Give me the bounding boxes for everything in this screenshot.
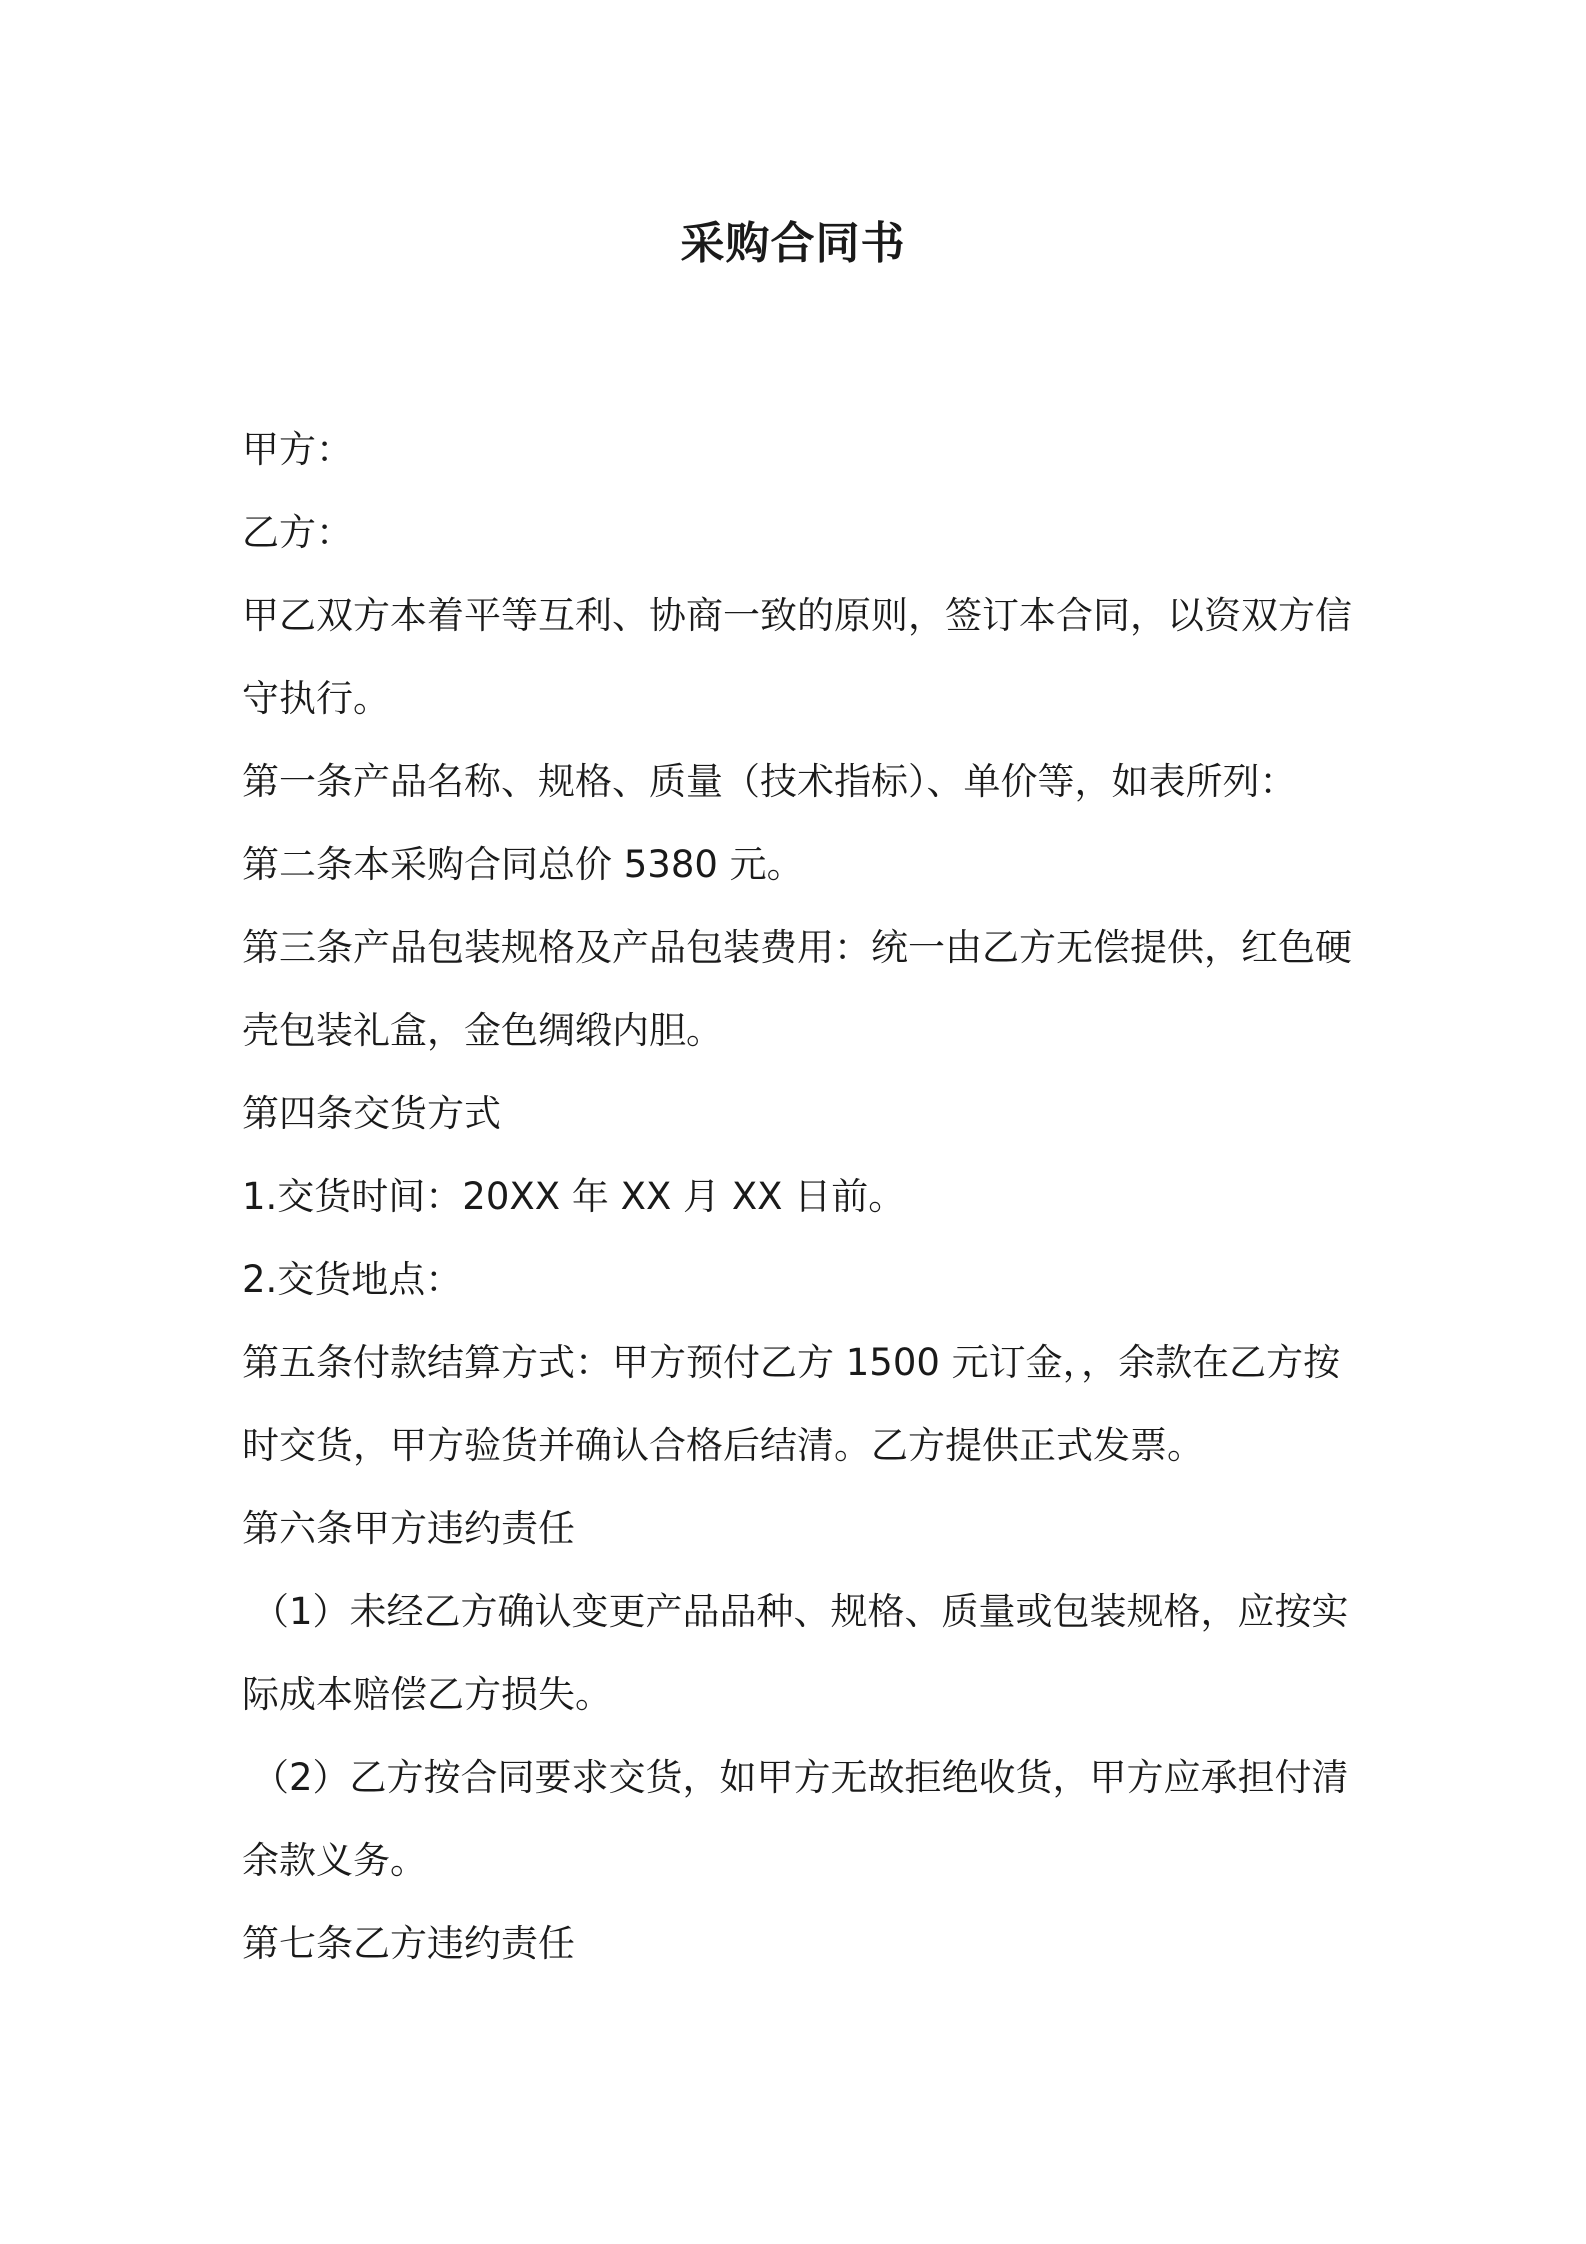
clause-6-item-2-line-2: 余款义务。 (242, 1839, 427, 1882)
clause-3-line-1: 第三条产品包装规格及产品包装费用：统一由乙方无偿提供，红色硬 (242, 926, 1352, 969)
clause-7-heading: 第七条乙方违约责任 (242, 1922, 575, 1965)
clause-4-heading: 第四条交货方式 (242, 1092, 501, 1135)
preamble-line-2: 守执行。 (242, 677, 390, 720)
clause-6-item-1-line-1: （1）未经乙方确认变更产品品种、规格、质量或包装规格，应按实 (252, 1590, 1349, 1633)
clause-6-item-2-line-1: （2）乙方按合同要求交货，如甲方无故拒绝收货，甲方应承担付清 (252, 1756, 1349, 1799)
clause-3-line-2: 壳包装礼盒，金色绸缎内胆。 (242, 1009, 723, 1052)
document-title: 采购合同书 (680, 218, 906, 269)
clause-5-line-2: 时交货，甲方验货并确认合格后结清。乙方提供正式发票。 (242, 1424, 1204, 1467)
party-a-line: 甲方： (242, 428, 353, 471)
clause-6-heading: 第六条甲方违约责任 (242, 1507, 575, 1550)
preamble-line-1: 甲乙双方本着平等互利、协商一致的原则，签订本合同，以资双方信 (242, 594, 1352, 637)
clause-4-item-1: 1.交货时间：20XX 年 XX 月 XX 日前。 (242, 1175, 906, 1218)
clause-6-item-1-line-2: 际成本赔偿乙方损失。 (242, 1673, 612, 1716)
clause-5-line-1: 第五条付款结算方式：甲方预付乙方 1500 元订金，，余款在乙方按 (242, 1341, 1341, 1384)
party-b-line: 乙方： (242, 511, 353, 554)
clause-1: 第一条产品名称、规格、质量（技术指标）、单价等，如表所列： (242, 760, 1297, 803)
clause-2: 第二条本采购合同总价 5380 元。 (242, 843, 804, 886)
clause-4-item-2: 2.交货地点： (242, 1258, 463, 1301)
document-body (242, 408, 1352, 1985)
